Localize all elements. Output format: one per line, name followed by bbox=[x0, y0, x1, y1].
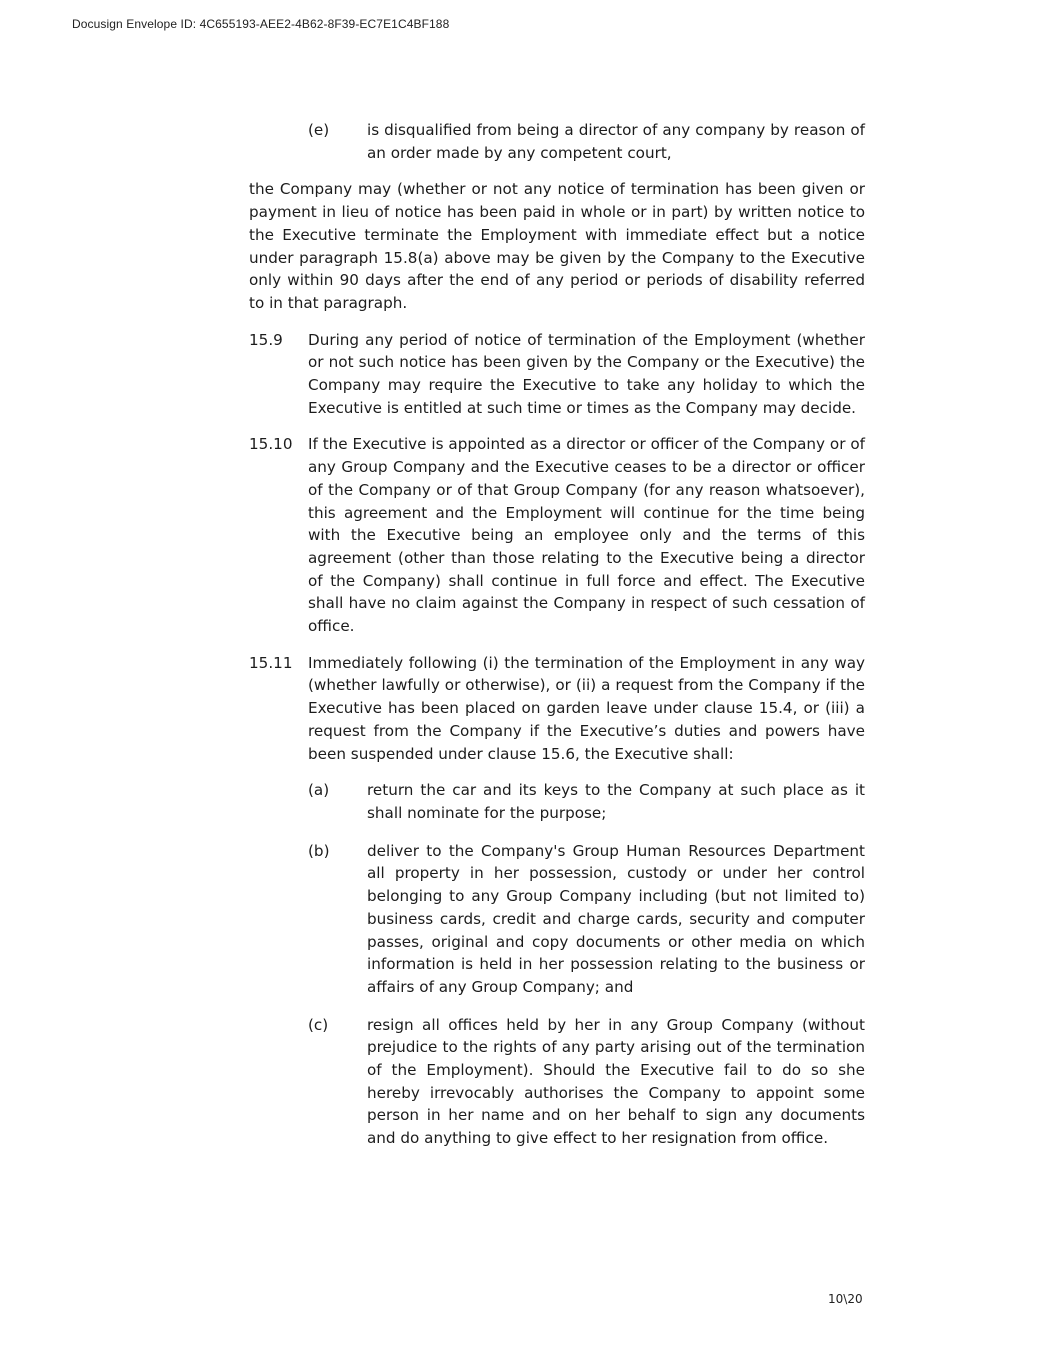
clause-15-11-b-text: deliver to the Company's Group Human Resources Department all property in her possession, custody or under her control belonging to any Group Company including (but not limited to) business cards, credit and charge cards, security and computer passes, original and copy documents or other media on which information is held in her possession relating to the business or affairs of any Group Company; and bbox=[367, 841, 865, 996]
clause-number-15-10: 15.10 bbox=[249, 435, 293, 454]
page-number: 10\20 bbox=[828, 1292, 863, 1306]
clause-15-11-c-text: resign all offices held by her in any Group Company (without prejudice to the rights of any party arising out of the termination of the Employment). Should the Executive fail to do so she hereby irrevocably authorises the Company to appoint some person in her name and on her behalf to sign any documents and do anything to give effect to her resignation from office. bbox=[367, 1015, 865, 1148]
list-marker-e: (e) bbox=[308, 121, 330, 139]
list-marker-b: (b) bbox=[308, 841, 330, 860]
clause-15-11-c bbox=[249, 1014, 865, 1150]
clause-15-11-a-text: return the car and its keys to the Company at such place as it shall nominate for the purpose; bbox=[367, 781, 865, 822]
list-marker-a: (a) bbox=[308, 781, 330, 800]
list-marker-c: (c) bbox=[308, 1015, 329, 1034]
clause-15-11-a bbox=[249, 779, 865, 824]
docusign-envelope-id: Docusign Envelope ID: 4C655193-AEE2-4B62-8F39-EC7E1C4BF188 bbox=[72, 17, 450, 31]
clause-number-15-9: 15.9 bbox=[249, 330, 283, 349]
clause-15-9-text: During any period of notice of termination of the Employment (whether or not such notice has been given by the Company or the Executive) the Company may require the Executive to take any holiday to which the Executive is entitled at such time or times as the Company may decide. bbox=[308, 330, 865, 417]
clause-15-8-e-text: is disqualified from being a director of any company by reason of an order made by any competent court, bbox=[367, 121, 865, 162]
clause-15-10 bbox=[249, 433, 865, 637]
clause-15-10-text: If the Executive is appointed as a director or officer of the Company or of any Group Company and the Executive ceases to be a director or officer of the Company or of that Group Company (for any reason whatsoever), this agreement and the Employment will continue for the time being with the Executive being an employee only and the terms of this agreement (other than those relating to the Executive being a director of the Company) shall continue in full force and effect. The Executive shall have no claim against the Company in respect of such cessation of office. bbox=[308, 435, 865, 636]
clause-15-11-text: Immediately following (i) the termination of the Employment in any way (whether lawfully or otherwise), or (ii) a request from the Company if the Executive has been placed on garden leave under clause 15.4, or (iii) a request from the Company if the Executive’s duties and powers have been suspended under clause 15.6, the Executive shall: bbox=[308, 653, 865, 763]
clause-15-11 bbox=[249, 652, 865, 766]
clause-15-8-e bbox=[249, 119, 865, 164]
clause-15-11-b bbox=[249, 840, 865, 999]
clause-15-9 bbox=[249, 329, 865, 420]
document-page-body bbox=[249, 119, 865, 1150]
clause-15-8-continuation: the Company may (whether or not any notice of termination has been given or payment in lieu of notice has been paid in whole or in part) by written notice to the Executive terminate the Employment with immediate effect but a notice under paragraph 15.8(a) above may be given by the Company to the Executive only within 90 days after the end of any period or periods of disability referred to in that paragraph. bbox=[249, 180, 865, 312]
clause-number-15-11: 15.11 bbox=[249, 653, 293, 672]
